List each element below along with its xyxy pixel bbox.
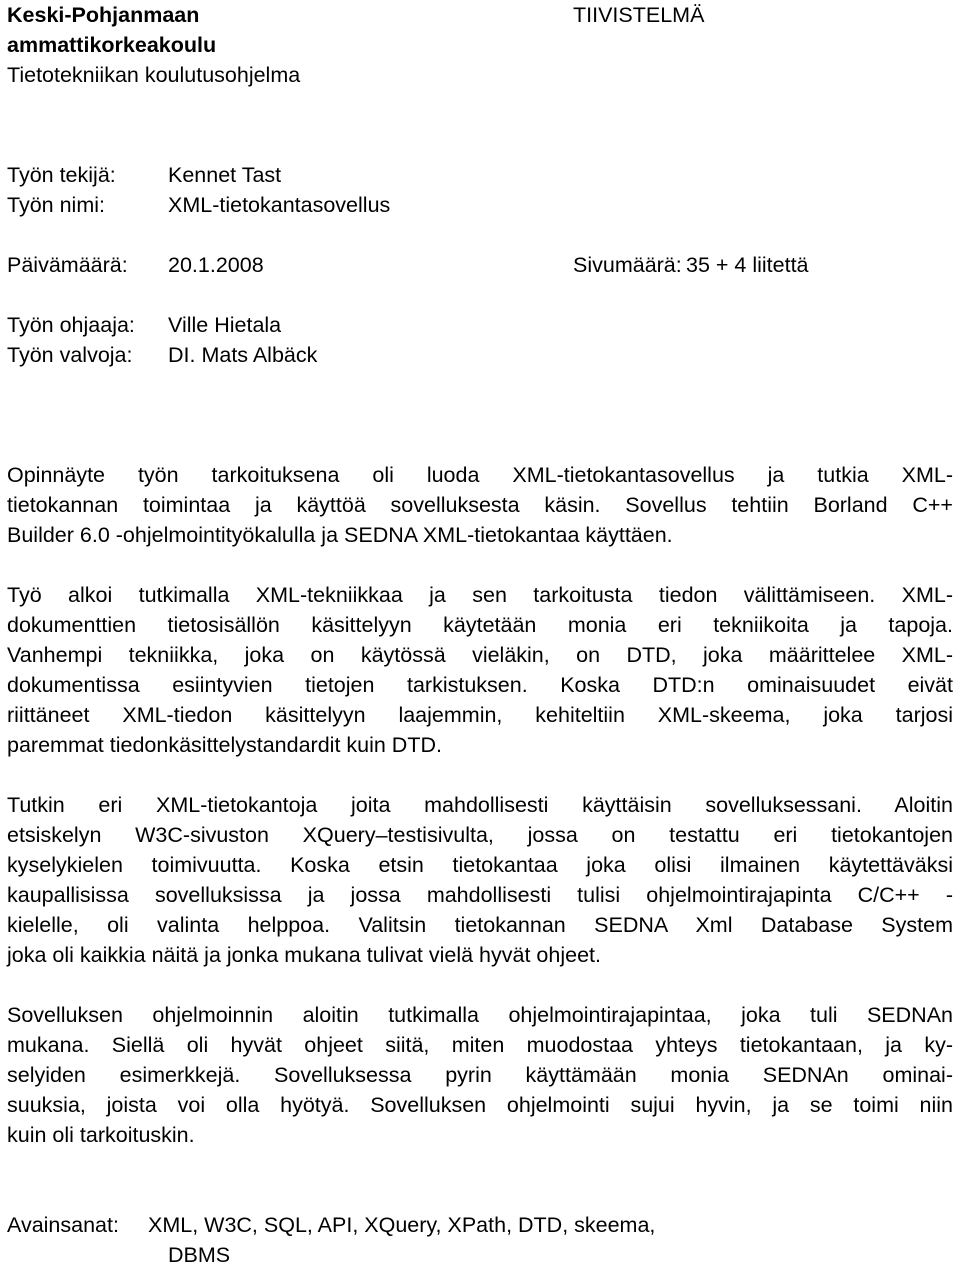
paragraph-line: etsiskelyn W3C-sivuston XQuery–testisivulta, jossa on testattu eri tietokantojen xyxy=(7,823,953,847)
date-value: 20.1.2008 xyxy=(168,253,264,277)
abstract-paragraph-2 xyxy=(7,580,953,760)
institution-name-line2: ammattikorkeakoulu xyxy=(7,33,217,57)
paragraph-line: kyselykielen toimivuutta. Koska etsin tietokantaa joka olisi ilmainen käytettäväksi xyxy=(7,853,953,877)
document-type: TIIVISTELMÄ xyxy=(573,3,705,27)
thesis-title-label: Työn nimi: xyxy=(7,193,105,217)
examiner-value: DI. Mats Albäck xyxy=(168,343,318,367)
paragraph-line: riittäneet XML-tiedon käsittelyyn laajemmin, kehiteltiin XML-skeema, joka tarjosi xyxy=(7,703,953,727)
keywords-label: Avainsanat: xyxy=(7,1213,119,1237)
paragraph-line: Tutkin eri XML-tietokantoja joita mahdollisesti käyttäisin sovelluksessani. Aloitin xyxy=(7,793,953,817)
paragraph-line: Builder 6.0 -ohjelmointityökalulla ja SEDNA XML-tietokantaa käyttäen. xyxy=(7,523,673,547)
examiner-label: Työn valvoja: xyxy=(7,343,133,367)
page-count-value: 35 + 4 liitettä xyxy=(686,253,809,277)
paragraph-line: kielelle, oli valinta helppoa. Valitsin tietokannan SEDNA Xml Database System xyxy=(7,913,953,937)
date-label: Päivämäärä: xyxy=(7,253,128,277)
author-value: Kennet Tast xyxy=(168,163,282,187)
page-count-label: Sivumäärä: xyxy=(573,253,682,277)
paragraph-line: selyiden esimerkkejä. Sovelluksessa pyrin käyttämään monia SEDNAn ominai- xyxy=(7,1063,953,1087)
abstract-paragraph-3 xyxy=(7,790,953,970)
keywords-line2: DBMS xyxy=(168,1243,231,1267)
degree-program: Tietotekniikan koulutusohjelma xyxy=(7,63,301,87)
supervisor-value: Ville Hietala xyxy=(168,313,282,337)
paragraph-line: kuin oli tarkoituskin. xyxy=(7,1123,195,1147)
paragraph-line: paremmat tiedonkäsittelystandardit kuin DTD. xyxy=(7,733,442,757)
paragraph-line: tietokannan toimintaa ja käyttöä sovelluksesta käsin. Sovellus tehtiin Borland C++ xyxy=(7,493,953,517)
paragraph-line: Vanhempi tekniikka, joka on käytössä vieläkin, on DTD, joka määrittelee XML- xyxy=(7,643,953,667)
paragraph-line: joka oli kaikkia näitä ja jonka mukana tulivat vielä hyvät ohjeet. xyxy=(7,943,601,967)
paragraph-line: dokumenttien tietosisällön käsittelyyn käytetään monia eri tekniikoita ja tapoja. xyxy=(7,613,953,637)
paragraph-line: mukana. Siellä oli hyvät ohjeet siitä, miten muodostaa yhteys tietokantaan, ja ky- xyxy=(7,1033,953,1057)
paragraph-line: suuksia, joista voi olla hyötyä. Sovelluksen ohjelmointi sujui hyvin, ja se toimi niin xyxy=(7,1093,953,1117)
author-label: Työn tekijä: xyxy=(7,163,116,187)
institution-name-line1: Keski-Pohjanmaan xyxy=(7,3,200,27)
abstract-paragraph-4 xyxy=(7,1000,953,1150)
thesis-title-value: XML-tietokantasovellus xyxy=(168,193,391,217)
supervisor-label: Työn ohjaaja: xyxy=(7,313,135,337)
paragraph-line: dokumentissa esiintyvien tietojen tarkistuksen. Koska DTD:n ominaisuudet eivät xyxy=(7,673,953,697)
abstract-paragraph-1 xyxy=(7,460,953,550)
keywords-line1: XML, W3C, SQL, API, XQuery, XPath, DTD, skeema, xyxy=(148,1213,656,1237)
paragraph-line: kaupallisissa sovelluksissa ja jossa mahdollisesti tulisi ohjelmointirajapinta C/C++ - xyxy=(7,883,953,907)
paragraph-line: Opinnäyte työn tarkoituksena oli luoda XML-tietokantasovellus ja tutkia XML- xyxy=(7,463,953,487)
paragraph-line: Sovelluksen ohjelmoinnin aloitin tutkimalla ohjelmointirajapintaa, joka tuli SEDNAn xyxy=(7,1003,953,1027)
paragraph-line: Työ alkoi tutkimalla XML-tekniikkaa ja sen tarkoitusta tiedon välittämiseen. XML- xyxy=(7,583,953,607)
